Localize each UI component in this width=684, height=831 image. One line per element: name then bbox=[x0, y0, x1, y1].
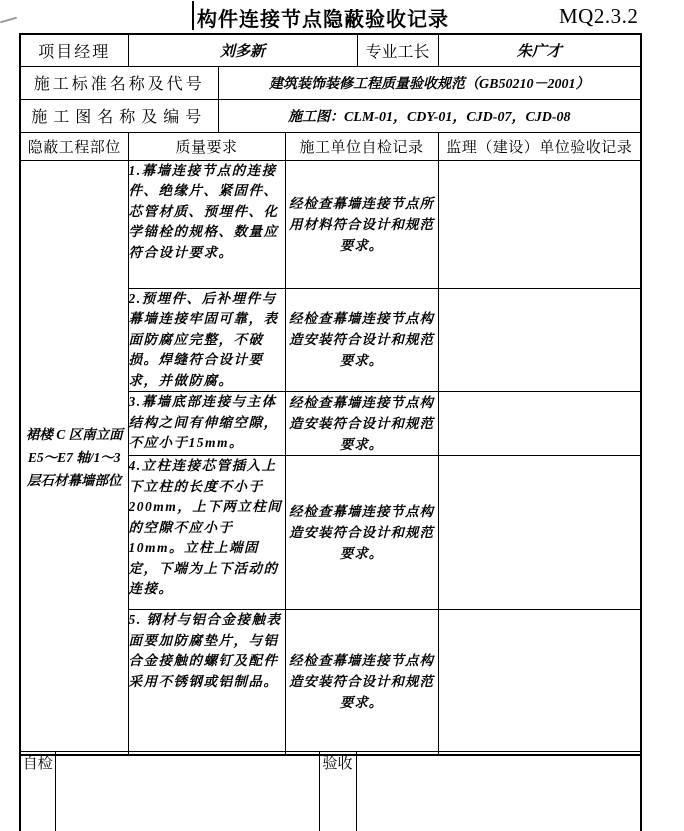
requirement-cell-2: 2.预埋件、后补埋件与幕墙连接牢固可靠，表面防腐应完整，不破损。焊缝符合设计要求，并做防腐。 bbox=[128, 288, 285, 392]
supervisor-cell-2[interactable] bbox=[438, 288, 641, 392]
self-check-cell-2: 经检查幕墙连接节点构造安装符合设计和规范要求。 bbox=[285, 288, 438, 392]
acceptance-signature-area[interactable] bbox=[356, 752, 641, 831]
signature-row bbox=[20, 752, 641, 831]
foreman-value: 朱广才 bbox=[438, 34, 641, 66]
drawing-value: 施工图：CLM-01，CDY-01，CJD-07，CJD-08 bbox=[218, 99, 641, 132]
signature-section bbox=[19, 751, 642, 831]
requirement-cell-5: 5. 钢材与铝合金接触表面要加防腐垫片，与铝合金接触的螺钉及配件采用不锈钢或铝制品。 bbox=[128, 610, 285, 755]
text-cursor-icon bbox=[192, 1, 194, 30]
project-manager-label: 项目经理 bbox=[20, 34, 128, 66]
info-row-standard bbox=[20, 66, 641, 99]
self-check-cell-4: 经检查幕墙连接节点构造安装符合设计和规范要求。 bbox=[285, 456, 438, 610]
header-requirement: 质量要求 bbox=[128, 132, 285, 160]
table-row bbox=[20, 160, 641, 288]
info-row-drawing bbox=[20, 99, 641, 132]
self-check-cell-3: 经检查幕墙连接节点构造安装符合设计和规范要求。 bbox=[285, 392, 438, 456]
supervisor-cell-3[interactable] bbox=[438, 392, 641, 456]
page-title: 构件连接节点隐蔽验收记录 bbox=[197, 9, 449, 31]
table-header-row bbox=[20, 132, 641, 160]
acceptance-vertical-label: 验收 bbox=[319, 752, 356, 831]
requirement-cell-1: 1.幕墙连接节点的连接件、绝缘片、紧固件、芯管材质、预埋件、化学锚栓的规格、数量应符合设计要求。 bbox=[128, 160, 285, 288]
self-check-cell-5: 经检查幕墙连接节点构造安装符合设计和规范要求。 bbox=[285, 610, 438, 755]
header-supervisor: 监理（建设）单位验收记录 bbox=[438, 132, 641, 160]
standard-label: 施工标准名称及代号 bbox=[20, 66, 218, 99]
supervisor-cell-5[interactable] bbox=[438, 610, 641, 755]
requirement-cell-4: 4.立柱连接芯管插入上下立柱的长度不小于200mm，上下两立柱间的空隙不应小于10mm。立柱上端固定，下端为上下活动的连接。 bbox=[128, 456, 285, 610]
standard-value: 建筑装饰装修工程质量验收规范（GB50210－2001） bbox=[218, 66, 641, 99]
requirement-cell-3: 3.幕墙底部连接与主体结构之间有伸缩空隙，不应小于15mm。 bbox=[128, 392, 285, 456]
self-check-vertical-label: 自检 bbox=[20, 752, 55, 831]
project-manager-value: 刘多新 bbox=[128, 34, 357, 66]
header-location: 隐蔽工程部位 bbox=[20, 132, 128, 160]
info-row-manager bbox=[20, 34, 641, 66]
drawing-label: 施工图名称及编号 bbox=[20, 99, 218, 132]
self-check-signature-area[interactable] bbox=[55, 752, 319, 831]
foreman-label: 专业工长 bbox=[357, 34, 438, 66]
acceptance-table bbox=[19, 33, 642, 756]
doc-code: MQ2.3.2 bbox=[559, 4, 639, 28]
supervisor-cell-1[interactable] bbox=[438, 160, 641, 288]
supervisor-cell-4[interactable] bbox=[438, 456, 641, 610]
location-cell: 裙楼 C 区南立面 E5～E7 轴/1～3 层石材幕墙部位 bbox=[20, 160, 128, 755]
header-self-check: 施工单位自检记录 bbox=[285, 132, 438, 160]
self-check-cell-1: 经检查幕墙连接节点所用材料符合设计和规范要求。 bbox=[285, 160, 438, 288]
cursor-artifact bbox=[0, 17, 17, 24]
